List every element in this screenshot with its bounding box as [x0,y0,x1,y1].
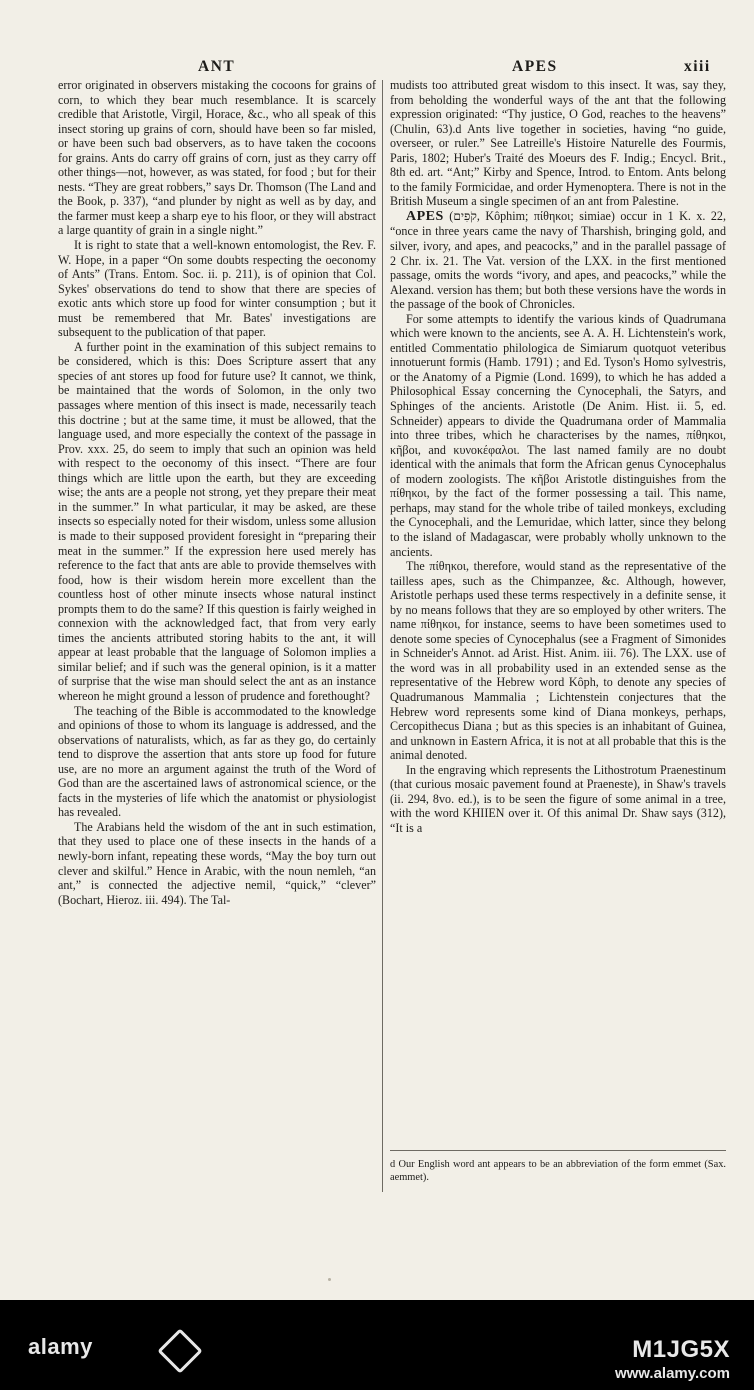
paragraph: error originated in observers mistaking the cocoons for grains of corn, to which they bear much resemblance. It is scarcely credible that Aristotle, Virgil, Horace, &c., who all speak of this insect storing up grains of corn, should have been so far misled, or have been such bad observers, as to have taken the cocoons for grains. Ants do carry off grains of corn, just as they carry off other things—not, however, as was stated, for food ; but for their nests. “They are great robbers,” says Dr. Thomson (The Land and the Book, p. 337), “and plunder by night as well as by day, and the farmer must keep a sharp eye to his floor, or they will abstract a large quantity of grain in a single night.” [58,78,376,238]
brand-logo: alamy [28,1334,93,1359]
paragraph: The teaching of the Bible is accommodated to the knowledge and opinions of those to whom its language is addressed, and the observations of naturalists, which, as far as they go, do certainly tend to disprove the assertion that ants store up food for future use, are no more an argument against the truth of the Word of God than are the ascertained laws of astronomical science, or the facts in the mysteries of life which the anatomist or physiologist has revealed. [58,703,376,820]
page-speck [328,1278,331,1281]
paragraph: In the engraving which represents the Lithostrotum Praenestinum (that curious mosaic pavement found at Praeneste), in Shaw's travels (ii. 294, 8vo. ed.), is to be seen the figure of some animal in a tree, with the word KHIIEN over it. Of this animal Dr. Shaw says (312), “It is a [390,762,726,835]
page-number: xiii [684,58,711,75]
footnote-rule [390,1150,726,1151]
entry-apes [390,209,726,312]
column-divider [382,80,383,1192]
right-column [390,78,726,835]
paragraph: mudists too attributed great wisdom to this insect. It was, say they, from beholding the wonderful ways of the ant that the following expression originated: “Thy justice, O God, reaches to the heavens” (Chulin, 63).d Ants live together in societies, having “no guide, overseer, or ruler.” See Latreille's Histoire Naturelle des Fourmis, Paris, 1802; Huber's Traité des Moeurs des F. Indig.; Encycl. Brit., 8th ed. art. “Ant;” Kirby and Spence, Introd. to Entom. Ants belong to the family Formicidae, and order Hymenoptera. There is not in the British Museum a single specimen of an ant from Palestine. [390,78,726,209]
paragraph: A further point in the examination of this subject remains to be considered, which is this: Does Scripture assert that any species of ant stores up food for future use? It cannot, we think, be maintained that the words of Solomon, in the only two passages where mention of this insect is made, necessarily teach this doctrine ; but at the same time, it must be allowed, that the language used, and more especially the context of the passage in Prov. xxx. 25, do seem to imply that such an opinion was held with respect to the oeconomy of this insect. “There are four things which are little upon the earth, but they are exceeding wise; the ants are a people not strong, yet they prepare their meat in the summer.” In what particular, it may be asked, are these insects so especially noted for their wisdom, unless some allusion is made to their supposed provident foresight in “preparing their meat in the summer.” If the expression here used merely has reference to the fact that ants are able to provide themselves with food, how is their wisdom herein more excellent than the countless host of other minute insects whose natural instinct prompts them to do the same? If this question is fairly weighed in connexion with the acknowledged fact, that from very early times the ancients attributed storing habits to the ant, it will appear at least probable that the language of Solomon implies a similar belief; and if such was the general opinion, is it a matter of surprise that the wise man should select the ant as an instance whereon he might ground a lesson of prudence and forethought? [58,339,376,703]
entry-text: (קֹפִים, Kôphim; πίθηκοι; simiae) occur in 1 K. x. 22, “once in three years came the navy of Tharshish, bringing gold, and silver, ivory, and apes, and peacocks,” and in the parallel passage of 2 Chr. ix. 21. The Vat. version of the LXX. in the first mentioned passage, omits the words “ivory, and apes, and peacocks,” while the Alexand. version has them; but both these versions have the words in the passage of the book of Chronicles. [390,208,726,312]
paragraph: It is right to state that a well-known entomologist, the Rev. F. W. Hope, in a paper “On some doubts respecting the oeconomy of Ants” (Trans. Entom. Soc. ii. p. 211), is of opinion that Col. Sykes' observations do tend to show that there are species of exotic ants which store up food for winter consumption ; but it must be remembered that Mr. Bates' investigations are subsequent to the publication of that paper. [58,238,376,340]
running-head-left: ANT [198,58,236,75]
paragraph: For some attempts to identify the various kinds of Quadrumana which were known to the ancients, see A. A. H. Lichtenstein's work, entitled Commentatio philologica de Simiarum quotquot veteribus innotuerunt formis (Hamb. 1791) ; and Ed. Tyson's Homo sylvestris, or the Anatomy of a Pigmie (Lond. 1699), to which he has added a Philosophical Essay concerning the Cynocephali, the Satyrs, and Sphinges of the ancients. Aristotle (De Anim. Hist. ii. 5, ed. Schneider) appears to divide the Quadrumana order of Mammalia into three tribes, which he characterises by the names, πίθηκοι, κῆβοι, and κυνοκέφαλοι. The last named family are no doubt identical with the animals that form the African genus Cynocephalus of modern zoologists. The κῆβοι Aristotle distinguishes from the πίθηκοι, by the fact of the former possessing a tail. This name, perhaps, may stand for the whole tribe of tailed monkeys, excluding the Cynocephali, and the Lemuridae, which latter, since they belong to the island of Madagascar, were probably wholly unknown to the ancients. [390,311,726,559]
left-column [58,78,376,907]
entry-headword: APES [406,208,444,224]
brand-url: www.alamy.com [614,1365,730,1382]
paragraph: The πίθηκοι, therefore, would stand as the representative of the tailless apes, such as the Chimpanzee, &c. Although, however, Aristotle perhaps used these terms respectively in a definite sense, it by no means follows that they are so employed by other writers. The name πίθηκοι, for instance, seems to have been sometimes used to denote some species of Cynocephalus (see a Fragment of Simonides in Schneider's Annot. ad Arist. Hist. Anim. iii. 76). The LXX. use of the word was in all probability used in an extended sense as the representative of the Hebrew word Kôph, to denote any species of Quadrumanous Mammalia ; Lichtenstein conjectures that the Hebrew word represents some kind of Diana monkeys, perhaps, Cercopithecus Diana ; but as this species is an inhabitant of Guinea, and unknown in Eastern Africa, it is not at all probable that this is the animal denoted. [390,559,726,763]
footnote: d Our English word ant appears to be an abbreviation of the form emmet (Sax. aemmet). [390,1159,726,1183]
running-head-center: APES [512,58,558,75]
paragraph: The Arabians held the wisdom of the ant in such estimation, that they used to place one of these insects in the hands of a newly-born infant, repeating these words, “May the boy turn out clever and skilful.” Hence in Arabic, with the noun nemleh, “an ant,” is connected the adjective nemil, “quick,” “clever” (Bochart, Hieroz. iii. 494). The Tal- [58,819,376,907]
image-id: M1JG5X [632,1336,730,1363]
